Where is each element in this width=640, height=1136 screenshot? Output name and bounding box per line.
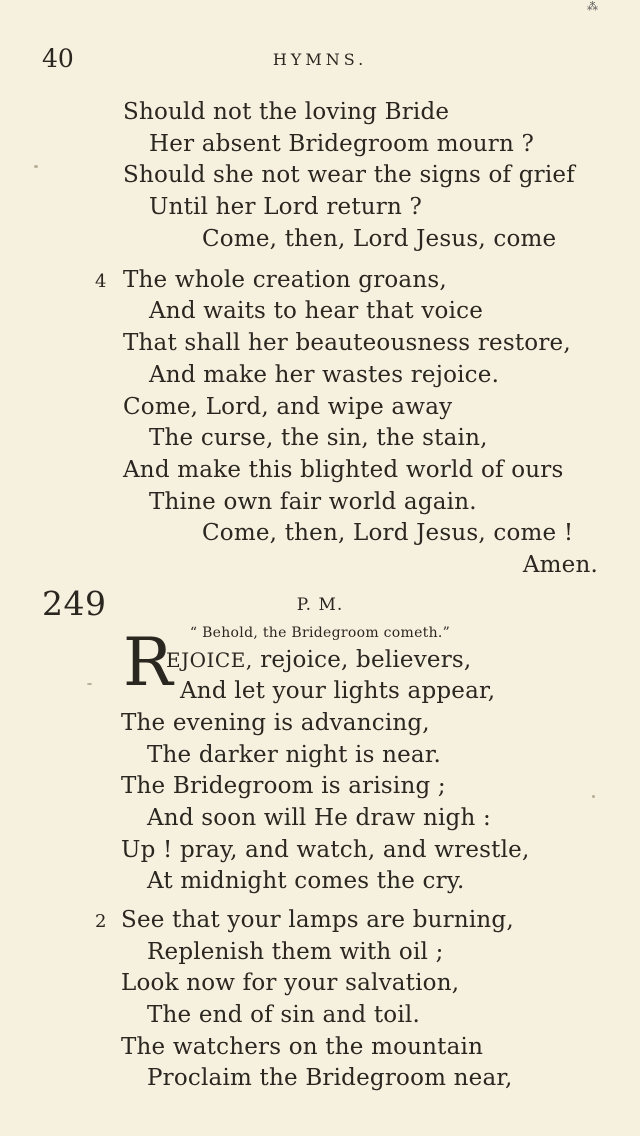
verse-line: Should she not wear the signs of grief: [123, 162, 575, 188]
page-number: 40: [42, 44, 74, 73]
verse-line: Replenish them with oil ;: [147, 939, 444, 965]
verse-line: The evening is advancing,: [121, 710, 430, 736]
verse-line: The watchers on the mountain: [121, 1034, 484, 1060]
verse-line: The curse, the sin, the stain,: [149, 425, 488, 451]
first-line: [166, 645, 471, 675]
first-word-smallcaps: EJOICE,: [166, 648, 253, 672]
verse-line: Come, Lord, and wipe away: [123, 394, 453, 420]
paper-speck: [34, 165, 38, 168]
hymn-number: 249: [42, 584, 107, 623]
verse-line: Until her Lord return ?: [149, 194, 423, 220]
drop-cap: R: [123, 624, 173, 701]
verse-line: And soon will He draw nigh :: [147, 805, 491, 831]
verse-line: And waits to hear that voice: [149, 298, 484, 324]
refrain-line: Come, then, Lord Jesus, come: [202, 226, 557, 252]
verse-line: The end of sin and toil.: [147, 1002, 420, 1028]
verse-line: Her absent Bridegroom mourn ?: [149, 131, 535, 157]
verse-line: Look now for your salvation,: [121, 970, 460, 996]
verse-line: And let your lights appear,: [180, 678, 496, 704]
paper-speck: [87, 683, 92, 685]
verse-line: Up ! pray, and watch, and wrestle,: [121, 837, 530, 863]
verse-line: The Bridegroom is arising ;: [121, 773, 446, 799]
stanza-number: 4: [95, 271, 107, 292]
verse-line: Thine own fair world again.: [149, 489, 477, 515]
stanza-number: 2: [95, 911, 107, 932]
verse-line: And make this blighted world of ours: [123, 457, 564, 483]
paper-speck: [592, 795, 595, 798]
running-head: HYMNS.: [272, 50, 368, 69]
verse-line: Should not the loving Bride: [123, 99, 450, 125]
verse-line: And make her wastes rejoice.: [149, 362, 500, 388]
verse-line: That shall her beauteousness restore,: [123, 330, 571, 356]
verse-line: Proclaim the Bridegroom near,: [147, 1065, 513, 1091]
first-line-tail: rejoice, believers,: [260, 647, 472, 673]
verse-line: The darker night is near.: [147, 742, 442, 768]
meter-label: P. M.: [296, 595, 344, 615]
verse-line: The whole creation groans,: [123, 267, 447, 293]
corner-mark: ⁂: [587, 0, 598, 13]
epigraph: “ Behold, the Bridegroom cometh.”: [189, 625, 451, 641]
verse-line: At midnight comes the cry.: [147, 868, 465, 894]
verse-line: See that your lamps are burning,: [121, 907, 514, 933]
refrain-line: Come, then, Lord Jesus, come !: [202, 520, 574, 546]
amen: Amen.: [522, 552, 598, 578]
